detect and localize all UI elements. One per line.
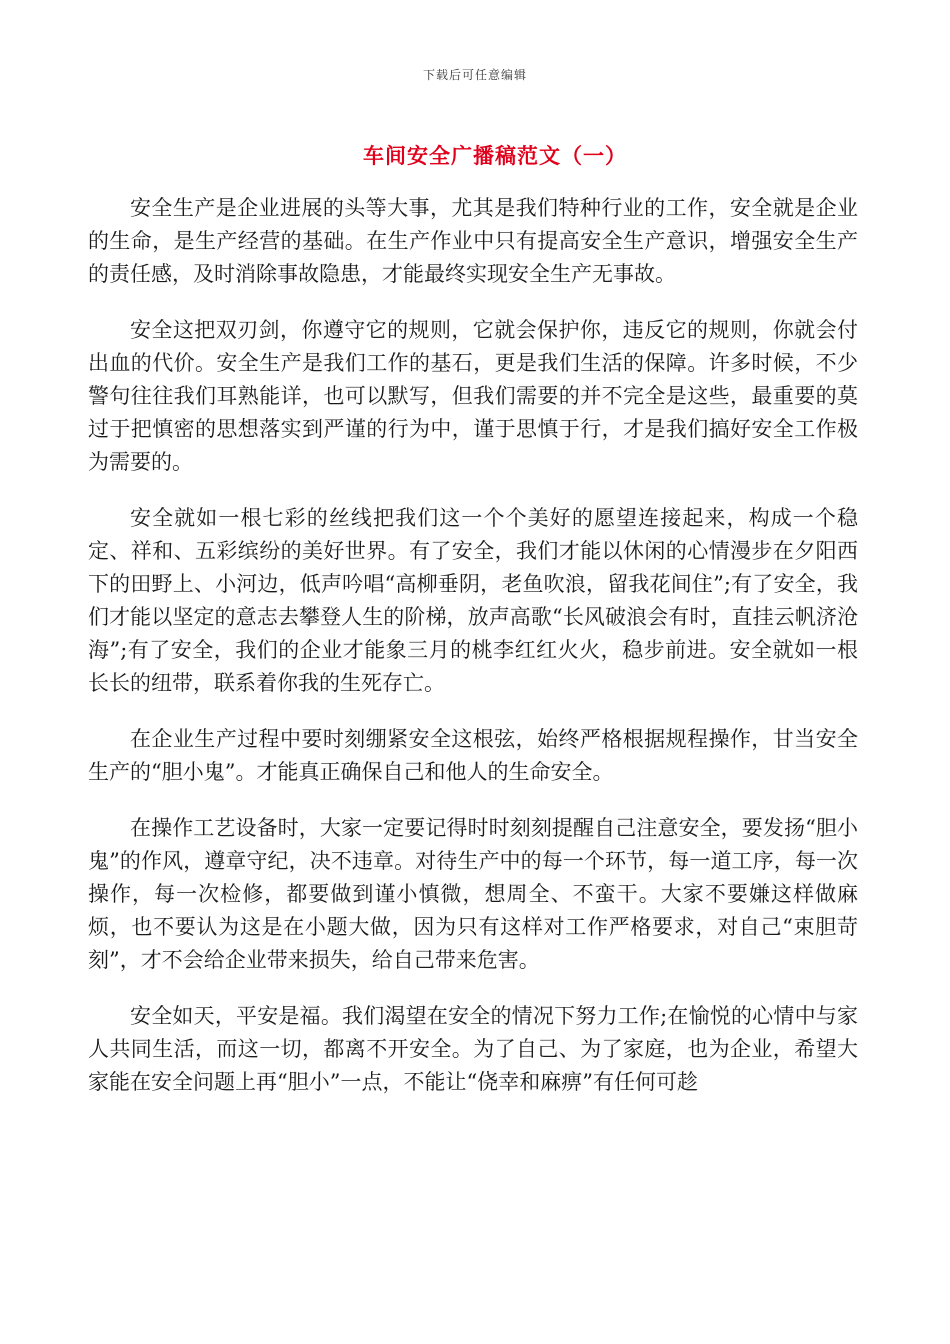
page-header-note: 下载后可任意编辑 [422, 68, 527, 82]
paragraph-1: 安全生产是企业进展的头等大事，尤其是我们特种行业的工作，安全就是企业的生命，是生产经营的基础。在生产作业中只有提高安全生产意识，增强安全生产的责任感，及时消除事故隐患，才能最终实现安全生产无事故。 [88, 196, 858, 286]
paragraph-2: 安全这把双刃剑，你遵守它的规则，它就会保护你，违反它的规则，你就会付出血的代价。安全生产是我们工作的基石，更是我们生活的保障。许多时候，不少警句往往我们耳熟能详，也可以默写，但我们需要的并不完全是这些，最重要的莫过于把慎密的思想落实到严谨的行为中，谨于思慎于行，才是我们搞好安全工作极为需要的。 [88, 318, 858, 474]
paragraph-6: 安全如天，平安是福。我们渴望在安全的情况下努力工作;在愉悦的心情中与家人共同生活，而这一切，都离不开安全。为了自己、为了家庭，也为企业，希望大家能在安全问题上再“胆小”一点，不能让“侥幸和麻痹”有任何可趁 [88, 1004, 858, 1094]
paragraph-5: 在操作工艺设备时，大家一定要记得时时刻刻提醒自己注意安全，要发扬“胆小鬼”的作风，遵章守纪，决不违章。对待生产中的每一个环节，每一道工序，每一次操作，每一次检修，都要做到谨小慎微，想周全、不蛮干。大家不要嫌这样做麻烦，也不要认为这是在小题大做，因为只有这样对工作严格要求，对自己“束胆苛刻”，才不会给企业带来损失，给自己带来危害。 [88, 816, 858, 972]
paragraph-3: 安全就如一根七彩的丝线把我们这一个个美好的愿望连接起来，构成一个稳定、祥和、五彩缤纷的美好世界。有了安全，我们才能以休闲的心情漫步在夕阳西下的田野上、小河边，低声吟唱“高柳垂阴，老鱼吹浪，留我花间住”;有了安全，我们才能以坚定的意志去攀登人生的阶梯，放声高歌“长风破浪会有时，直挂云帆济沧海”;有了安全，我们的企业才能象三月的桃李红红火火，稳步前进。安全就如一根长长的纽带，联系着你我的生死存亡。 [88, 506, 858, 695]
paragraph-4: 在企业生产过程中要时刻绷紧安全这根弦，始终严格根据规程操作，甘当安全生产的“胆小鬼”。才能真正确保自己和他人的生命安全。 [88, 727, 858, 784]
document-body [88, 192, 858, 1122]
document-title: 车间安全广播稿范文（一） [363, 144, 627, 168]
